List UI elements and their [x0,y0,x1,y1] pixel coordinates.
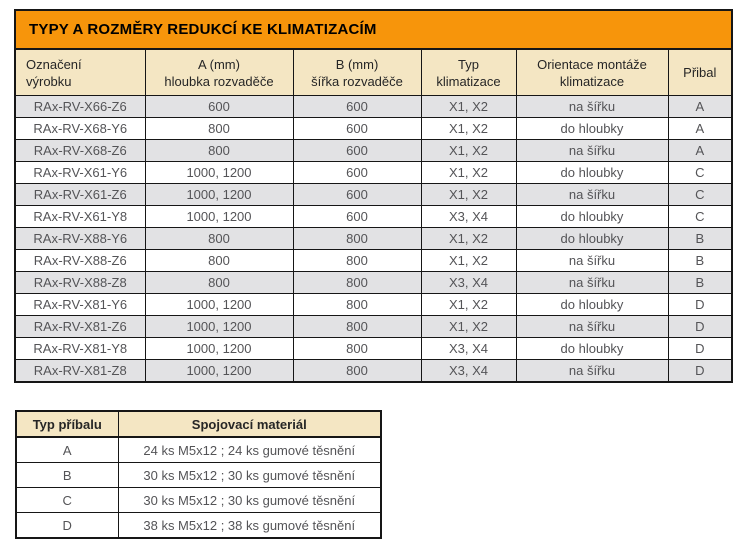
table-row [15,294,732,316]
cell: X1, X2 [421,140,516,162]
cell: X1, X2 [421,96,516,118]
cell: RAx-RV-X81-Z6 [15,316,145,338]
column-header-line: A (mm) [198,56,240,72]
cell: X3, X4 [421,206,516,228]
cell: 1000, 1200 [145,316,293,338]
table-row [15,162,732,184]
column-header-row [15,49,732,96]
title-row [15,10,732,49]
column-header-line: klimatizace [559,73,625,89]
cell: 38 ks M5x12 ; 38 ks gumové těsnění [118,513,381,539]
table-row [15,250,732,272]
reduction-types-table [14,9,733,383]
cell: RAx-RV-X61-Y6 [15,162,145,184]
table-row [15,140,732,162]
cell: na šířku [516,250,668,272]
cell: 800 [145,250,293,272]
column-header-line: klimatizace [436,73,501,89]
cell: na šířku [516,140,668,162]
cell: 600 [293,206,421,228]
column-header-6 [668,49,732,96]
column-header-line: Typ [458,56,479,72]
column-header-line: hloubka rozvaděče [164,73,274,89]
column-header-line: šířka rozvaděče [311,73,403,89]
accessory-column-header-2: Spojovací materiál [118,411,381,437]
cell: RAx-RV-X61-Z6 [15,184,145,206]
cell: 800 [145,140,293,162]
cell: X1, X2 [421,228,516,250]
table-row [15,206,732,228]
column-header-line: Přibal [683,65,717,80]
accessory-pack-table [15,410,382,539]
cell: 800 [145,272,293,294]
cell: do hloubky [516,162,668,184]
cell: 600 [293,96,421,118]
table-row [15,96,732,118]
accessory-header-row [16,411,381,437]
cell: RAx-RV-X81-Y8 [15,338,145,360]
cell: 1000, 1200 [145,184,293,206]
column-header-line: B (mm) [335,56,379,72]
cell: 800 [293,272,421,294]
cell: do hloubky [516,118,668,140]
column-header-3 [293,49,421,96]
page [0,9,739,539]
cell: A [668,140,732,162]
cell: X3, X4 [421,338,516,360]
cell: A [16,437,118,463]
column-header-line: výrobku [26,73,72,89]
cell: D [668,360,732,383]
cell: 800 [145,118,293,140]
cell: D [668,338,732,360]
cell: do hloubky [516,206,668,228]
cell: RAx-RV-X68-Z6 [15,140,145,162]
table-row [15,338,732,360]
table-title: TYPY A ROZMĚRY REDUKCÍ KE KLIMATIZACÍM [15,10,732,49]
cell: na šířku [516,184,668,206]
cell: do hloubky [516,228,668,250]
cell: C [16,488,118,513]
cell: 800 [293,360,421,383]
cell: 800 [293,250,421,272]
cell: X1, X2 [421,294,516,316]
cell: 600 [293,118,421,140]
cell: D [16,513,118,539]
column-header-2 [145,49,293,96]
cell: X3, X4 [421,272,516,294]
cell: RAx-RV-X81-Y6 [15,294,145,316]
cell: 1000, 1200 [145,206,293,228]
cell: 30 ks M5x12 ; 30 ks gumové těsnění [118,488,381,513]
cell: RAx-RV-X66-Z6 [15,96,145,118]
cell: B [668,228,732,250]
cell: RAx-RV-X61-Y8 [15,206,145,228]
cell: X3, X4 [421,360,516,383]
cell: 800 [145,228,293,250]
cell: RAx-RV-X88-Z6 [15,250,145,272]
table-row [15,184,732,206]
accessory-row [16,437,381,463]
cell: D [668,316,732,338]
table-row [15,228,732,250]
cell: RAx-RV-X88-Z8 [15,272,145,294]
cell: 1000, 1200 [145,162,293,184]
cell: 600 [293,162,421,184]
accessory-column-header-1: Typ příbalu [16,411,118,437]
cell: X1, X2 [421,184,516,206]
cell: na šířku [516,360,668,383]
cell: 600 [293,140,421,162]
accessory-row [16,513,381,539]
cell: 30 ks M5x12 ; 30 ks gumové těsnění [118,463,381,488]
cell: B [668,250,732,272]
accessory-row [16,463,381,488]
cell: na šířku [516,272,668,294]
cell: na šířku [516,96,668,118]
cell: 600 [145,96,293,118]
cell: B [16,463,118,488]
column-header-4 [421,49,516,96]
cell: na šířku [516,316,668,338]
cell: A [668,118,732,140]
table-row [15,118,732,140]
cell: 800 [293,294,421,316]
cell: C [668,162,732,184]
cell: X1, X2 [421,118,516,140]
cell: B [668,272,732,294]
cell: D [668,294,732,316]
column-header-5 [516,49,668,96]
column-header-1 [15,49,145,96]
cell: 1000, 1200 [145,338,293,360]
cell: 1000, 1200 [145,294,293,316]
cell: 800 [293,316,421,338]
cell: 800 [293,228,421,250]
cell: X1, X2 [421,250,516,272]
cell: 800 [293,338,421,360]
table-row [15,360,732,383]
column-header-line: Orientace montáže [537,56,647,72]
cell: C [668,206,732,228]
table-row [15,316,732,338]
cell: RAx-RV-X68-Y6 [15,118,145,140]
cell: X1, X2 [421,162,516,184]
cell: RAx-RV-X81-Z8 [15,360,145,383]
cell: RAx-RV-X88-Y6 [15,228,145,250]
cell: C [668,184,732,206]
cell: 600 [293,184,421,206]
cell: 24 ks M5x12 ; 24 ks gumové těsnění [118,437,381,463]
cell: do hloubky [516,294,668,316]
cell: 1000, 1200 [145,360,293,383]
column-header-line: Označení [26,56,82,72]
cell: X1, X2 [421,316,516,338]
table-row [15,272,732,294]
cell: A [668,96,732,118]
cell: do hloubky [516,338,668,360]
